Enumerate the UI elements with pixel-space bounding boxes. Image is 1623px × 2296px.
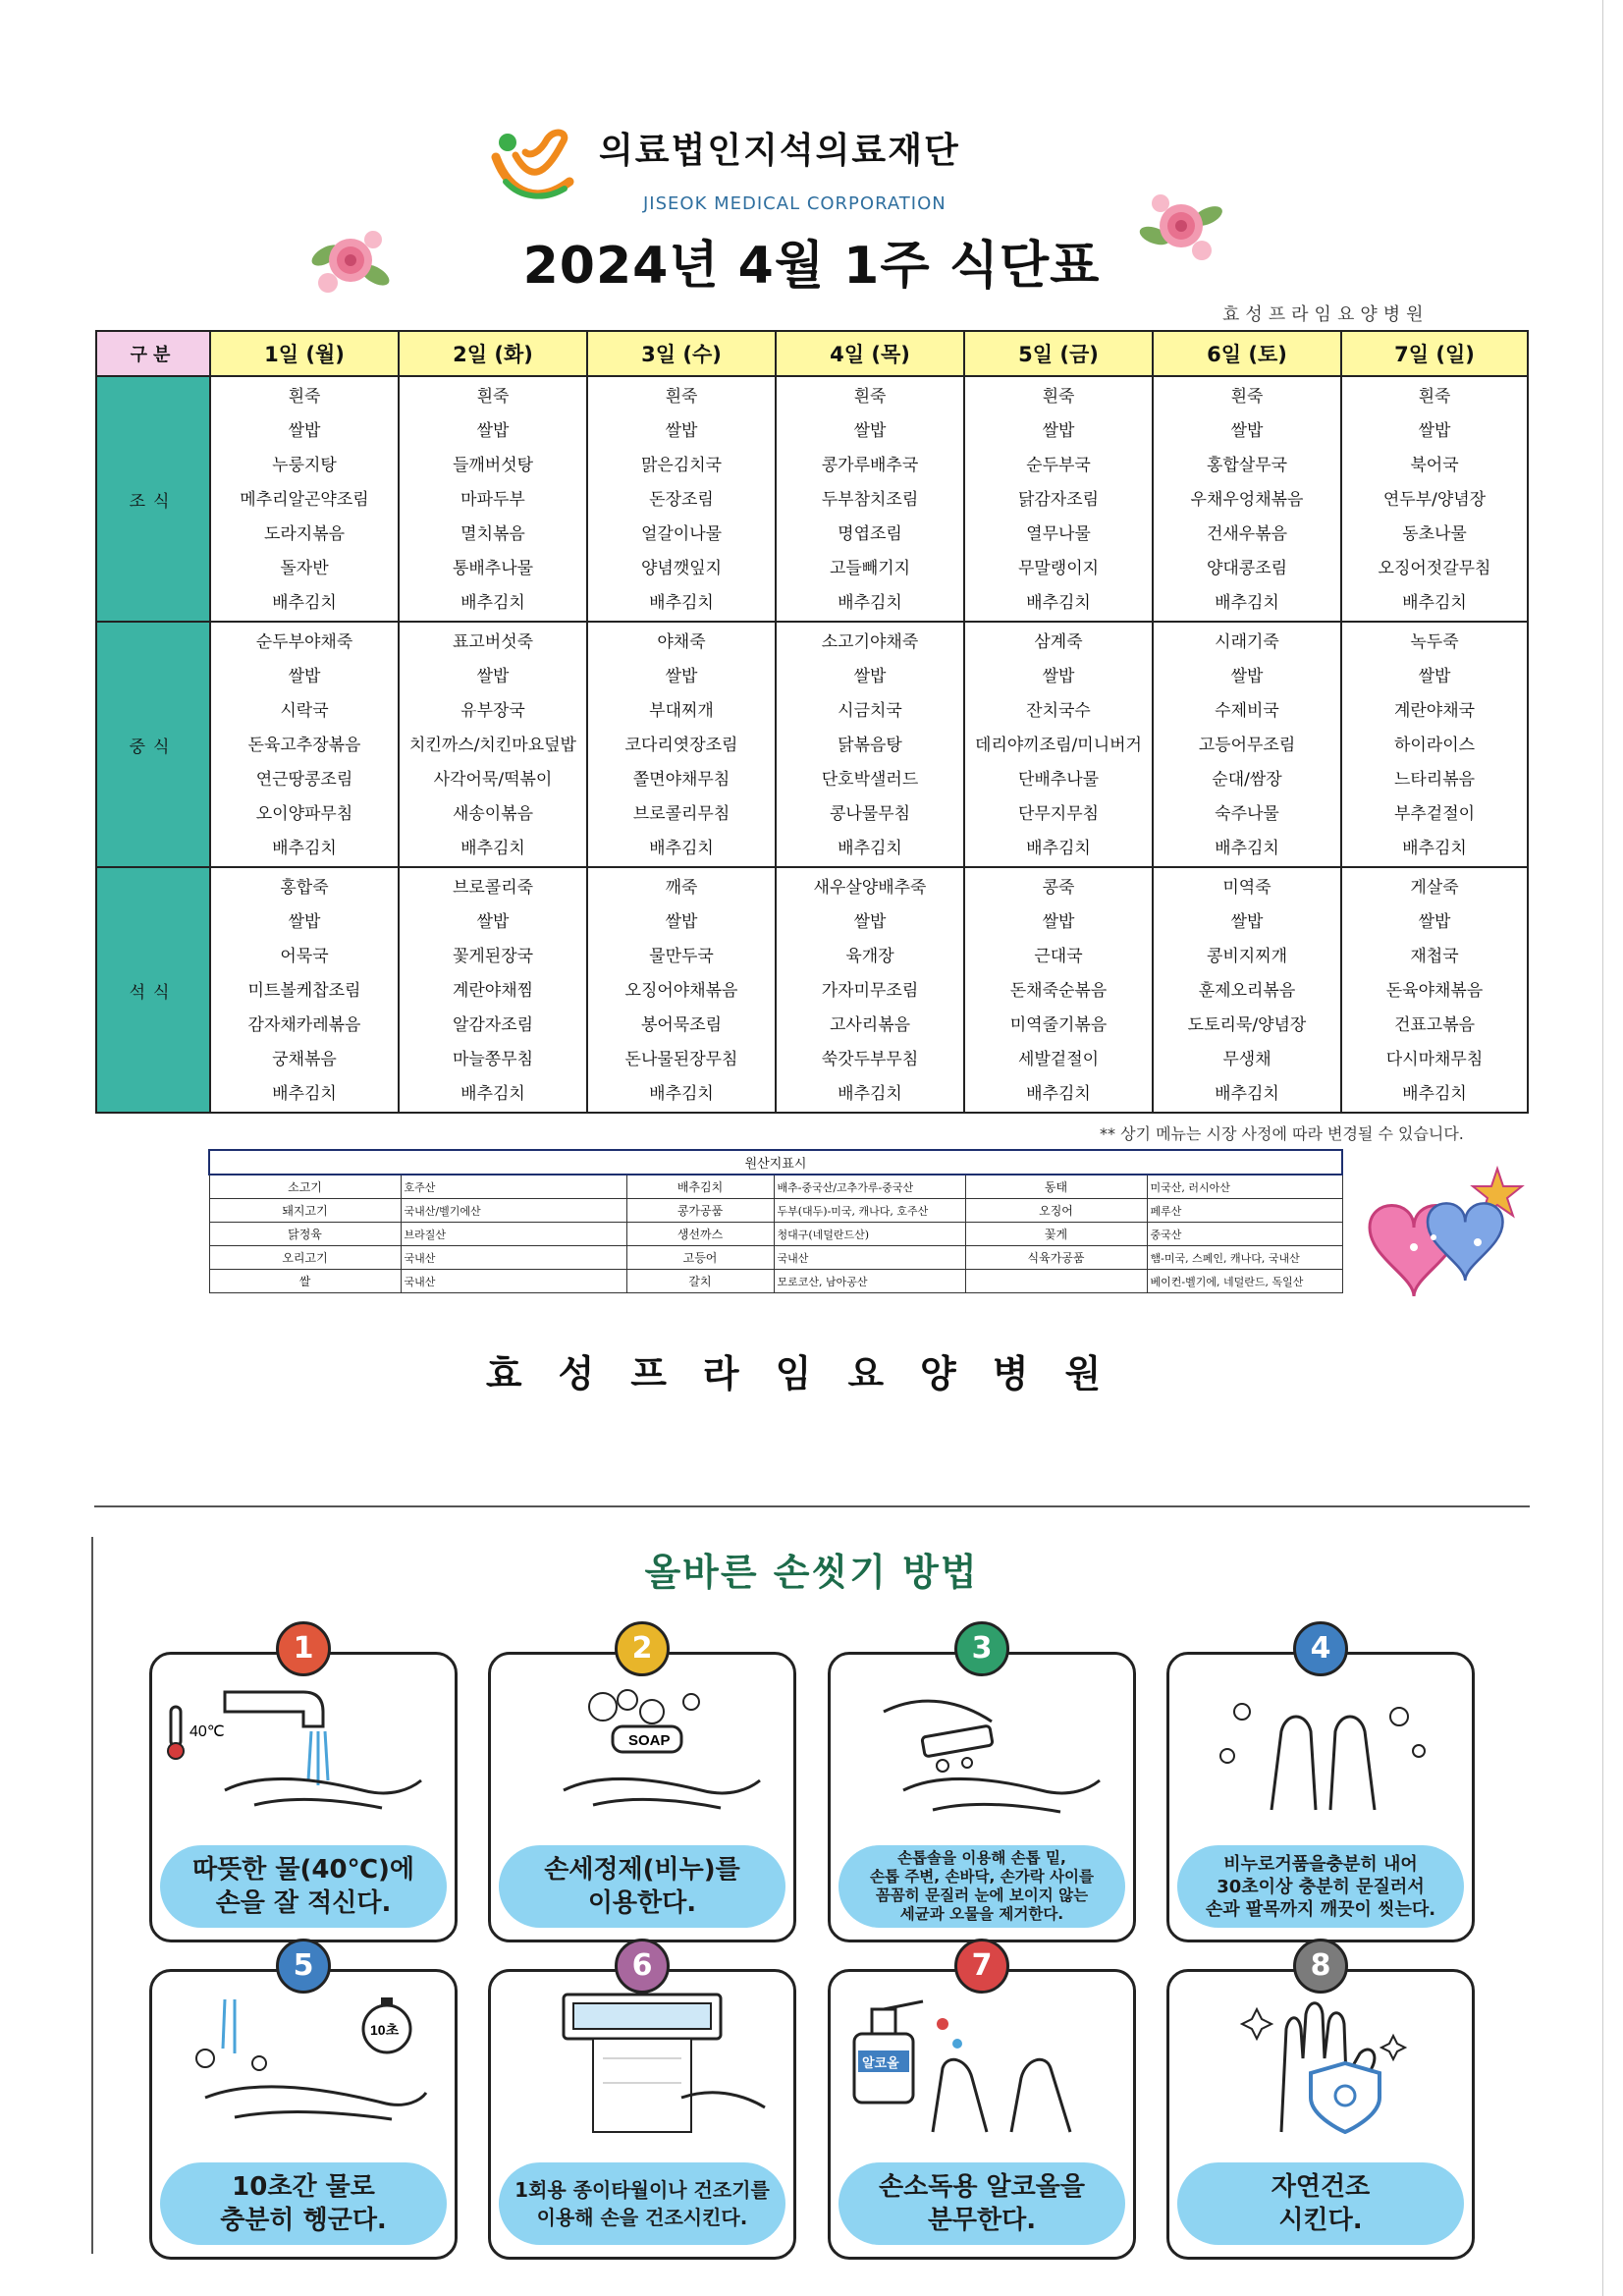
menu-cell bbox=[1153, 867, 1341, 1113]
origin-row bbox=[209, 1246, 1342, 1270]
dish-item: 배추김치 bbox=[1215, 1084, 1279, 1104]
step-number: 1 bbox=[276, 1621, 331, 1676]
dish-item: 배추김치 bbox=[838, 1084, 902, 1104]
day-header: 3일 (수) bbox=[587, 331, 776, 376]
margin-line bbox=[91, 1537, 93, 2254]
dish-item: 건새우볶음 bbox=[1206, 524, 1288, 544]
menu-cell bbox=[1153, 376, 1341, 622]
logo-icon bbox=[486, 128, 579, 211]
dish-item: 단무지무침 bbox=[1017, 804, 1100, 824]
handwash-step-card bbox=[1166, 1631, 1475, 1942]
origin-country: 두부(대두)-미국, 캐나다, 호주산 bbox=[774, 1199, 965, 1223]
dish-item: 흰죽 bbox=[853, 387, 887, 407]
dish-item: 쌀밥 bbox=[288, 667, 321, 686]
dish-item: 명엽조림 bbox=[838, 524, 902, 544]
day-header: 1일 (월) bbox=[210, 331, 399, 376]
dish-item: 돈장조림 bbox=[649, 490, 714, 510]
dish-item: 배추김치 bbox=[1026, 593, 1091, 613]
dish-item: 우채우엉채볶음 bbox=[1190, 490, 1304, 510]
dish-item: 알감자조림 bbox=[452, 1015, 534, 1035]
dish-item: 봉어묵조림 bbox=[640, 1015, 723, 1035]
dish-item: 쑥갓두부무침 bbox=[821, 1050, 919, 1069]
origin-country: 국내산 bbox=[774, 1246, 965, 1270]
dish-item: 유부장국 bbox=[460, 701, 525, 721]
dish-item: 부추겉절이 bbox=[1393, 804, 1476, 824]
day-header: 5일 (금) bbox=[964, 331, 1153, 376]
origin-item: 갈치 bbox=[626, 1270, 774, 1293]
org-name: 의료법인지석의료재단 bbox=[599, 131, 960, 171]
step-caption: 손소독용 알코올을 분무한다. bbox=[839, 2162, 1125, 2245]
meal-row bbox=[96, 867, 1528, 1113]
dish-item: 배추김치 bbox=[649, 1084, 714, 1104]
dish-item: 무생채 bbox=[1222, 1050, 1271, 1069]
origin-country: 청대구(네덜란드산) bbox=[774, 1223, 965, 1246]
step-number: 2 bbox=[615, 1621, 670, 1676]
menu-change-note: ** 상기 메뉴는 시장 사정에 따라 변경될 수 있습니다. bbox=[1100, 1124, 1464, 1143]
dish-item: 누룽지탕 bbox=[272, 456, 337, 475]
menu-title: 2024년 4월 1주 식단표 bbox=[522, 237, 1101, 296]
paper-towel-icon bbox=[505, 1990, 780, 2137]
dish-item: 홍합죽 bbox=[280, 878, 329, 898]
org-english-name: JISEOK MEDICAL CORPORATION bbox=[643, 193, 947, 214]
menu-cell bbox=[964, 376, 1153, 622]
dish-item: 배추김치 bbox=[838, 593, 902, 613]
dish-item: 닭감자조림 bbox=[1017, 490, 1100, 510]
alcohol-label: 알코올 bbox=[862, 2055, 899, 2070]
dish-item: 배추김치 bbox=[1215, 593, 1279, 613]
dish-item: 닭볶음탕 bbox=[838, 736, 902, 755]
origin-item: 고등어 bbox=[626, 1246, 774, 1270]
dish-item: 데리야끼조림/미니버거 bbox=[975, 736, 1142, 755]
dish-item: 북어국 bbox=[1410, 456, 1459, 475]
dish-item: 배추김치 bbox=[1402, 1084, 1467, 1104]
dish-item: 배추김치 bbox=[1402, 839, 1467, 858]
dish-item: 쫄면야채무침 bbox=[632, 770, 730, 790]
step-caption: 손세정제(비누)를 이용한다. bbox=[499, 1845, 785, 1928]
dish-item: 배추김치 bbox=[1215, 839, 1279, 858]
dish-item: 삼계죽 bbox=[1034, 632, 1083, 652]
dish-item: 흰죽 bbox=[1230, 387, 1264, 407]
step-number: 4 bbox=[1293, 1621, 1348, 1676]
origin-country: 국내산/벨기에산 bbox=[401, 1199, 626, 1223]
origin-row bbox=[209, 1199, 1342, 1223]
soap-label: SOAP bbox=[628, 1732, 671, 1749]
dish-item: 쌀밥 bbox=[1230, 912, 1264, 932]
dish-item: 코다리엿장조림 bbox=[624, 736, 738, 755]
menu-cell bbox=[399, 376, 587, 622]
origin-item bbox=[965, 1270, 1147, 1293]
origin-item: 소고기 bbox=[209, 1175, 401, 1199]
handwash-step-card bbox=[488, 1631, 796, 1942]
dish-item: 양념깻잎지 bbox=[640, 559, 723, 578]
dish-item: 흰죽 bbox=[665, 387, 698, 407]
faucet-icon bbox=[166, 1672, 441, 1820]
dish-item: 배추김치 bbox=[1402, 593, 1467, 613]
origin-country: 햄-미국, 스페인, 캐나다, 국내산 bbox=[1147, 1246, 1342, 1270]
dish-item: 육개장 bbox=[845, 947, 894, 966]
day-header: 4일 (목) bbox=[776, 331, 964, 376]
origin-country: 베이컨-벨기에, 네덜란드, 독일산 bbox=[1147, 1270, 1342, 1293]
dish-item: 콩죽 bbox=[1042, 878, 1075, 898]
menu-cell bbox=[210, 622, 399, 867]
dish-item: 돈육야채볶음 bbox=[1385, 981, 1484, 1001]
dish-item: 가자미무조림 bbox=[821, 981, 919, 1001]
dish-item: 배추김치 bbox=[649, 839, 714, 858]
dish-item: 시금치국 bbox=[838, 701, 902, 721]
dish-item: 야채죽 bbox=[657, 632, 706, 652]
dish-item: 쌀밥 bbox=[1230, 667, 1264, 686]
origin-row bbox=[209, 1175, 1342, 1199]
dish-item: 배추김치 bbox=[649, 593, 714, 613]
dish-item: 쌀밥 bbox=[1042, 421, 1075, 441]
dish-item: 고등어무조림 bbox=[1198, 736, 1296, 755]
origin-country: 중국산 bbox=[1147, 1223, 1342, 1246]
origin-item: 꽃게 bbox=[965, 1223, 1147, 1246]
soap-icon bbox=[505, 1672, 780, 1820]
dish-item: 쌀밥 bbox=[476, 421, 510, 441]
dish-item: 오징어야채볶음 bbox=[624, 981, 738, 1001]
dish-item: 브로콜리죽 bbox=[452, 878, 534, 898]
dish-item: 시래기죽 bbox=[1215, 632, 1279, 652]
dish-item: 부대찌개 bbox=[649, 701, 714, 721]
dish-item: 쌀밥 bbox=[1418, 667, 1451, 686]
step-number: 8 bbox=[1293, 1939, 1348, 1994]
dish-item: 사각어묵/떡볶이 bbox=[433, 770, 553, 790]
menu-cell bbox=[587, 867, 776, 1113]
step-caption: 따뜻한 물(40℃)에 손을 잘 적신다. bbox=[160, 1845, 447, 1928]
dish-item: 돈채죽순볶음 bbox=[1009, 981, 1108, 1001]
dish-item: 근대국 bbox=[1034, 947, 1083, 966]
step-caption: 1회용 종이타월이나 건조기를 이용해 손을 건조시킨다. bbox=[499, 2162, 785, 2245]
dish-item: 마파두부 bbox=[460, 490, 525, 510]
dish-item: 메추리알곤약조림 bbox=[240, 490, 369, 510]
origin-item: 동태 bbox=[965, 1175, 1147, 1199]
dish-item: 쌀밥 bbox=[853, 667, 887, 686]
dish-item: 새송이볶음 bbox=[452, 804, 534, 824]
dish-item: 돌자반 bbox=[280, 559, 329, 578]
dish-item: 쌀밥 bbox=[476, 912, 510, 932]
dish-item: 계란야채찜 bbox=[452, 981, 534, 1001]
dish-item: 느타리볶음 bbox=[1393, 770, 1476, 790]
origin-table bbox=[208, 1149, 1343, 1293]
origin-title-row bbox=[209, 1150, 1342, 1175]
menu-cell bbox=[587, 376, 776, 622]
dish-item: 미역죽 bbox=[1222, 878, 1271, 898]
menu-cell bbox=[210, 867, 399, 1113]
meal-row bbox=[96, 376, 1528, 622]
dish-item: 쌀밥 bbox=[853, 912, 887, 932]
menu-cell bbox=[1341, 376, 1528, 622]
dish-item: 쌀밥 bbox=[665, 421, 698, 441]
dish-item: 단호박샐러드 bbox=[821, 770, 919, 790]
dish-item: 오징어젓갈무침 bbox=[1378, 559, 1491, 578]
menu-cell bbox=[587, 622, 776, 867]
section-divider bbox=[94, 1505, 1530, 1507]
dish-item: 동초나물 bbox=[1402, 524, 1467, 544]
hospital-name-small: 효성프라임요양병원 bbox=[1222, 304, 1430, 325]
dish-item: 오이양파무침 bbox=[255, 804, 353, 824]
dish-item: 무말랭이지 bbox=[1017, 559, 1100, 578]
dish-item: 다시마채무침 bbox=[1385, 1050, 1484, 1069]
dish-item: 배추김치 bbox=[1026, 1084, 1091, 1104]
origin-country: 배추-중국산/고추가루-중국산 bbox=[774, 1175, 965, 1199]
bubbles-icon bbox=[1183, 1672, 1458, 1820]
meal-label: 조식 bbox=[96, 376, 210, 622]
alcohol-bottle-icon bbox=[844, 1990, 1119, 2137]
dish-item: 흰죽 bbox=[476, 387, 510, 407]
dish-item: 흰죽 bbox=[1418, 387, 1451, 407]
dish-item: 미역줄기볶음 bbox=[1009, 1015, 1108, 1035]
dish-item: 두부참치조림 bbox=[821, 490, 919, 510]
origin-item: 생선까스 bbox=[626, 1223, 774, 1246]
hospital-name-footer: 효성프라임요양병원 bbox=[485, 1352, 1138, 1395]
dish-item: 하이라이스 bbox=[1393, 736, 1476, 755]
dish-item: 세발겉절이 bbox=[1017, 1050, 1100, 1069]
dish-item: 감자채카레볶음 bbox=[247, 1015, 361, 1035]
dish-item: 돈육고추장볶음 bbox=[247, 736, 361, 755]
step-number: 3 bbox=[954, 1621, 1009, 1676]
origin-country: 모로코산, 남아공산 bbox=[774, 1270, 965, 1293]
dish-item: 연근땅콩조림 bbox=[255, 770, 353, 790]
menu-cell bbox=[964, 867, 1153, 1113]
dish-item: 순두부야채죽 bbox=[255, 632, 353, 652]
day-header-row bbox=[96, 331, 1528, 376]
dish-item: 잔치국수 bbox=[1026, 701, 1091, 721]
menu-cell bbox=[1153, 622, 1341, 867]
dish-item: 재첩국 bbox=[1410, 947, 1459, 966]
dish-item: 꽃게된장국 bbox=[452, 947, 534, 966]
page-edge-line bbox=[1602, 0, 1603, 2296]
dish-item: 배추김치 bbox=[272, 593, 337, 613]
handwash-title: 올바른 손씻기 방법 bbox=[644, 1551, 979, 1594]
dish-item: 새우살양배추죽 bbox=[813, 878, 927, 898]
dish-item: 숙주나물 bbox=[1215, 804, 1279, 824]
origin-country: 페루산 bbox=[1147, 1199, 1342, 1223]
dish-item: 흰죽 bbox=[288, 387, 321, 407]
dish-item: 배추김치 bbox=[460, 1084, 525, 1104]
dish-item: 순두부국 bbox=[1026, 456, 1091, 475]
dish-item: 깨죽 bbox=[665, 878, 698, 898]
dish-item: 쌀밥 bbox=[1418, 421, 1451, 441]
menu-cell bbox=[1341, 622, 1528, 867]
menu-cell bbox=[776, 376, 964, 622]
origin-country: 국내산 bbox=[401, 1246, 626, 1270]
dish-item: 콩비지찌개 bbox=[1206, 947, 1288, 966]
dish-item: 쌀밥 bbox=[1042, 667, 1075, 686]
handwash-step-card bbox=[488, 1948, 796, 2260]
dish-item: 홍합살무국 bbox=[1206, 456, 1288, 475]
dish-item: 게살죽 bbox=[1410, 878, 1459, 898]
dish-item: 콩나물무침 bbox=[829, 804, 911, 824]
origin-country: 호주산 bbox=[401, 1175, 626, 1199]
origin-item: 식육가공품 bbox=[965, 1246, 1147, 1270]
dish-item: 쌀밥 bbox=[1418, 912, 1451, 932]
dish-item: 훈제오리볶음 bbox=[1198, 981, 1296, 1001]
origin-country: 미국산, 러시아산 bbox=[1147, 1175, 1342, 1199]
dish-item: 미트볼케찹조림 bbox=[247, 981, 361, 1001]
dish-item: 배추김치 bbox=[272, 1084, 337, 1104]
dish-item: 계란야채국 bbox=[1393, 701, 1476, 721]
dish-item: 도토리묵/양념장 bbox=[1187, 1015, 1307, 1035]
step-number: 6 bbox=[615, 1939, 670, 1994]
meal-label: 중식 bbox=[96, 622, 210, 867]
origin-item: 쌀 bbox=[209, 1270, 401, 1293]
dish-item: 도라지볶음 bbox=[263, 524, 346, 544]
origin-title: 원산지표시 bbox=[209, 1150, 1342, 1175]
dish-item: 맑은김치국 bbox=[640, 456, 723, 475]
menu-cell bbox=[776, 867, 964, 1113]
handwash-step-card bbox=[149, 1631, 458, 1942]
dish-item: 쌀밥 bbox=[1042, 912, 1075, 932]
dish-item: 얼갈이나물 bbox=[640, 524, 723, 544]
dish-item: 어묵국 bbox=[280, 947, 329, 966]
origin-item: 돼지고기 bbox=[209, 1199, 401, 1223]
dish-item: 쌀밥 bbox=[288, 421, 321, 441]
origin-item: 오리고기 bbox=[209, 1246, 401, 1270]
dish-item: 고사리볶음 bbox=[829, 1015, 911, 1035]
origin-item: 콩가공품 bbox=[626, 1199, 774, 1223]
temperature-label: 40℃ bbox=[189, 1723, 225, 1740]
step-number: 5 bbox=[276, 1939, 331, 1994]
shield-hand-icon bbox=[1183, 1990, 1458, 2137]
dish-item: 배추김치 bbox=[272, 839, 337, 858]
menu-cell bbox=[399, 622, 587, 867]
origin-body bbox=[209, 1150, 1342, 1293]
dish-item: 고들빼기지 bbox=[829, 559, 911, 578]
dish-item: 시락국 bbox=[280, 701, 329, 721]
menu-body bbox=[96, 376, 1528, 1113]
menu-cell bbox=[210, 376, 399, 622]
step-number: 7 bbox=[954, 1939, 1009, 1994]
day-header: 7일 (일) bbox=[1341, 331, 1528, 376]
dish-item: 콩가루배추국 bbox=[821, 456, 919, 475]
dish-item: 녹두죽 bbox=[1410, 632, 1459, 652]
origin-row bbox=[209, 1223, 1342, 1246]
dish-item: 배추김치 bbox=[1026, 839, 1091, 858]
dish-item: 브로콜리무침 bbox=[632, 804, 730, 824]
dish-item: 열무나물 bbox=[1026, 524, 1091, 544]
corner-label: 구분 bbox=[96, 331, 210, 376]
day-header: 2일 (화) bbox=[399, 331, 587, 376]
dish-item: 물만두국 bbox=[649, 947, 714, 966]
step-caption: 자연건조 시킨다. bbox=[1177, 2162, 1464, 2245]
dish-item: 치킨까스/치킨마요덮밥 bbox=[409, 736, 576, 755]
dish-item: 쌀밥 bbox=[665, 667, 698, 686]
meal-label: 석식 bbox=[96, 867, 210, 1113]
handwash-step-card bbox=[828, 1631, 1136, 1942]
heart-icon bbox=[1360, 1159, 1532, 1321]
dish-item: 배추김치 bbox=[460, 839, 525, 858]
dish-item: 마늘쫑무침 bbox=[452, 1050, 534, 1069]
menu-cell bbox=[1341, 867, 1528, 1113]
handwash-step-card bbox=[828, 1948, 1136, 2260]
dish-item: 수제비국 bbox=[1215, 701, 1279, 721]
timer-label: 10초 bbox=[370, 2022, 400, 2038]
dish-item: 단배추나물 bbox=[1017, 770, 1100, 790]
dish-item: 통배추나물 bbox=[452, 559, 534, 578]
menu-cell bbox=[399, 867, 587, 1113]
weekly-menu-table bbox=[95, 330, 1529, 1114]
nail-brush-icon bbox=[844, 1672, 1119, 1820]
dish-item: 돈나물된장무침 bbox=[624, 1050, 738, 1069]
dish-item: 쌀밥 bbox=[853, 421, 887, 441]
origin-country: 국내산 bbox=[401, 1270, 626, 1293]
dish-item: 쌀밥 bbox=[665, 912, 698, 932]
day-header: 6일 (토) bbox=[1153, 331, 1341, 376]
dish-item: 배추김치 bbox=[838, 839, 902, 858]
origin-item: 배추김치 bbox=[626, 1175, 774, 1199]
dish-item: 순대/쌈장 bbox=[1212, 770, 1282, 790]
dish-item: 흰죽 bbox=[1042, 387, 1075, 407]
step-caption: 손톱솔을 이용해 손톱 밑, 손톱 주변, 손바닥, 손가락 사이를 꼼꼼히 문질러 눈에 보이지 않는 세균과 오물을 제거한다. bbox=[839, 1845, 1125, 1928]
menu-cell bbox=[964, 622, 1153, 867]
dish-item: 궁채볶음 bbox=[272, 1050, 337, 1069]
dish-item: 쌀밥 bbox=[476, 667, 510, 686]
handwash-step-card bbox=[1166, 1948, 1475, 2260]
dish-item: 배추김치 bbox=[460, 593, 525, 613]
step-caption: 비누로거품을충분히 내어 30초이상 충분히 문질러서 손과 팔목까지 깨끗이 씻는다. bbox=[1177, 1845, 1464, 1928]
dish-item: 쌀밥 bbox=[1230, 421, 1264, 441]
origin-country: 브라질산 bbox=[401, 1223, 626, 1246]
step-caption: 10초간 물로 충분히 헹군다. bbox=[160, 2162, 447, 2245]
dish-item: 들깨버섯탕 bbox=[452, 456, 534, 475]
origin-item: 닭정육 bbox=[209, 1223, 401, 1246]
dish-item: 쌀밥 bbox=[288, 912, 321, 932]
dish-item: 양대콩조림 bbox=[1206, 559, 1288, 578]
dish-item: 건표고볶음 bbox=[1393, 1015, 1476, 1035]
dish-item: 표고버섯죽 bbox=[452, 632, 534, 652]
dish-item: 연두부/양념장 bbox=[1382, 490, 1487, 510]
dish-item: 멸치볶음 bbox=[460, 524, 525, 544]
meal-row bbox=[96, 622, 1528, 867]
timer-icon bbox=[166, 1990, 441, 2137]
origin-item: 오징어 bbox=[965, 1199, 1147, 1223]
origin-row bbox=[209, 1270, 1342, 1293]
dish-item: 소고기야채죽 bbox=[821, 632, 919, 652]
menu-cell bbox=[776, 622, 964, 867]
handwash-step-card bbox=[149, 1948, 458, 2260]
